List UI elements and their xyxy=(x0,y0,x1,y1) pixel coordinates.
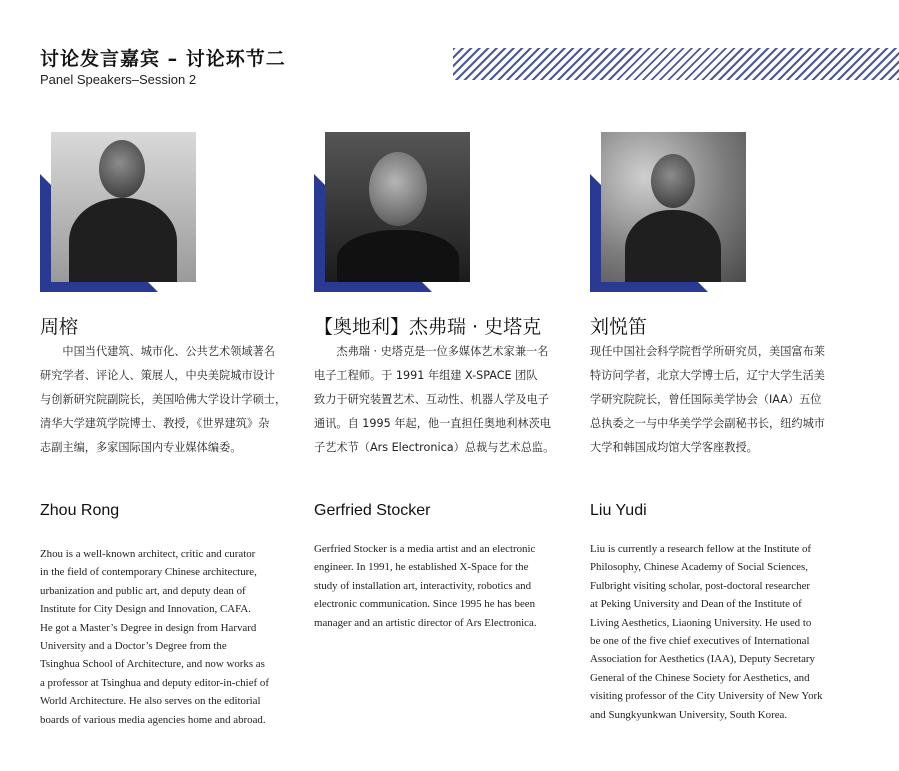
speaker-name-en: Zhou Rong xyxy=(40,502,120,519)
decorative-stripe-bar xyxy=(453,48,899,80)
speaker-photo-frame xyxy=(314,132,474,292)
speaker-bio-en: Gerfried Stocker is a media artist and an electronic engineer. In 1991, he established X-Space for the study of installation art, interactivity, robotics and electronic communication. Since 1995 he has been manager and an artistic director of Ars Electronica. xyxy=(314,543,537,629)
speaker-photo-frame xyxy=(590,132,750,292)
speaker-bio-cn: 杰弗瑞 · 史塔克是一位多媒体艺术家兼一名 电子工程师。于 1991 年组建 X-SPACE 团队 致力于研究装置艺术、互动性、机器人学及电子 通讯。自 1995 年起，他一直担任奥地利林茨电 子艺术节（Ars Electronica）总裁与艺术总监。 xyxy=(314,345,555,454)
speaker-name-cn: 周榕 xyxy=(40,316,79,338)
portrait-head xyxy=(99,140,145,198)
speaker-photo-liu xyxy=(601,132,746,282)
portrait-head xyxy=(369,152,427,226)
speaker-name-cn: 【奥地利】杰弗瑞 · 史塔克 xyxy=(314,316,542,338)
speaker-bio-cn: 现任中国社会科学院哲学所研究员，美国富布莱 特访问学者，北京大学博士后，辽宁大学生活美 学研究院院长，曾任国际美学协会（IAA）五位 总执委之一与中华美学学会副秘书长，纽约城市 大学和韩国成均馆大学客座教授。 xyxy=(590,345,825,454)
page-subtitle: Panel Speakers–Session 2 xyxy=(40,72,197,87)
speaker-name-en: Gerfried Stocker xyxy=(314,502,431,519)
portrait-body xyxy=(337,230,459,282)
portrait-body xyxy=(625,210,721,282)
speaker-name-cn: 刘悦笛 xyxy=(590,316,648,338)
portrait-body xyxy=(69,198,177,282)
speaker-bio-en: Zhou is a well-known architect, critic and curator in the field of contemporary Chinese architecture, urbanization and public art, and deputy dean of Institute for City Design and Innovation, CAFA. He got a Master’s Degree in design from Harvard University and a Doctor’s Degree from the Tsinghua School of Architecture, and now works as a professor at Tsinghua and deputy editor-in-chief of World Architecture. He also serves on the editorial boards of various media agencies home and abroad. xyxy=(40,548,269,726)
speaker-photo-frame xyxy=(40,132,200,292)
speaker-name-en: Liu Yudi xyxy=(590,502,647,519)
portrait-head xyxy=(651,154,695,208)
speaker-bio-en: Liu is currently a research fellow at the Institute of Philosophy, Chinese Academy of Social Sciences, Fulbright visiting scholar, post-doctoral researcher at Peking University and Dean of the Institute of Living Aesthetics, Liaoning University. He used to be one of the five chief executives of International Association for Aesthetics (IAA), Deputy Secretary General of the Chinese Society for Aesthetics, and visiting professor of the City University of New York and Sungkyunkwan University, South Korea. xyxy=(590,543,823,721)
speaker-photo-zhou xyxy=(51,132,196,282)
speaker-photo-stocker xyxy=(325,132,470,282)
speaker-bio-cn: 中国当代建筑、城市化、公共艺术领域著名 研究学者、评论人、策展人，中央美院城市设计 与创新研究院副院长，美国哈佛大学设计学硕士， 清华大学建筑学院博士、教授，《世界建筑》杂 志副主编，多家国际国内专业媒体编委。 xyxy=(40,345,287,454)
page-title: 讨论发言嘉宾 – 讨论环节二 xyxy=(40,48,286,70)
